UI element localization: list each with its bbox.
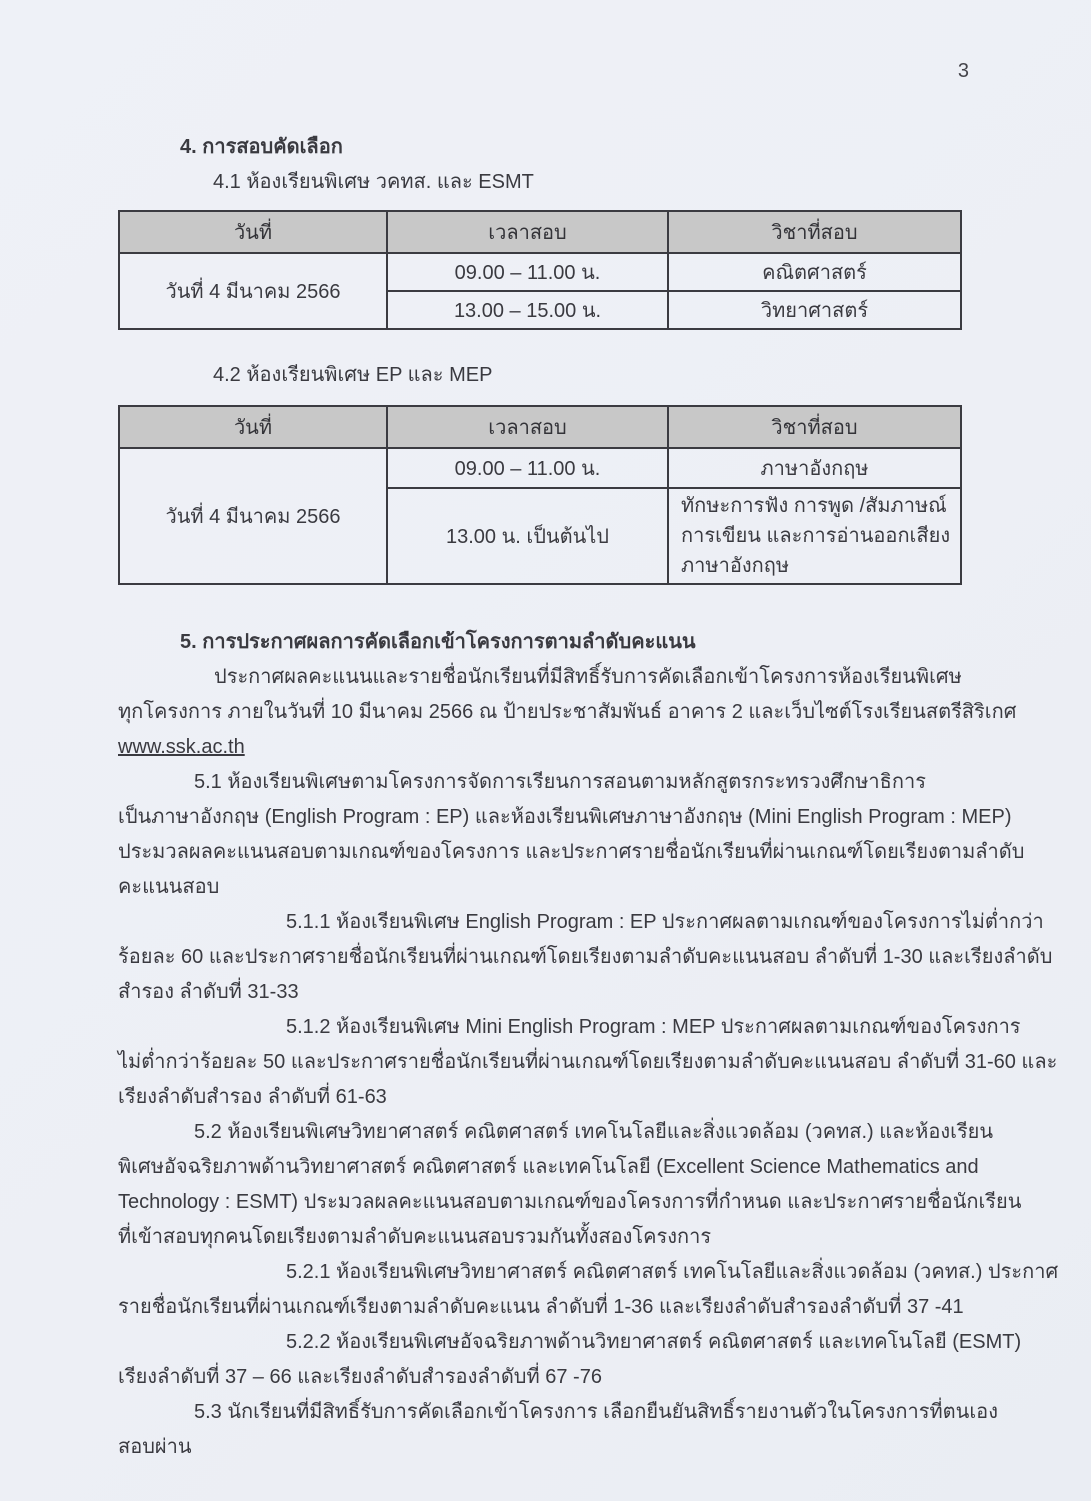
text-line: Technology : ESMT) ประมวลผลคะแนนสอบตามเกณฑ์ของโครงการที่กำหนด และประกาศรายชื่อนักเรียน xyxy=(118,1191,1022,1213)
text-line: เรียงลำดับสำรอง ลำดับที่ 61-63 xyxy=(118,1086,387,1108)
text-line: 5.2 ห้องเรียนพิเศษวิทยาศาสตร์ คณิตศาสตร์ เทคโนโลยีและสิ่งแวดล้อม (วคทส.) และห้องเรียน xyxy=(194,1121,994,1143)
text-line: 5.1.1 ห้องเรียนพิเศษ English Program : EP ประกาศผลตามเกณฑ์ของโครงการไม่ต่ำกว่า xyxy=(286,911,1044,933)
text-line: ทุกโครงการ ภายในวันที่ 10 มีนาคม 2566 ณ ป้ายประชาสัมพันธ์ อาคาร 2 และเว็บไซต์โรงเรียนสตรีสิริเกศ xyxy=(118,701,1017,723)
page-number: 3 xyxy=(957,60,969,82)
column-header-time: เวลาสอบ xyxy=(387,211,668,253)
text-line: รายชื่อนักเรียนที่ผ่านเกณฑ์เรียงตามลำดับคะแนน ลำดับที่ 1-36 และเรียงลำดับสำรองลำดับที่ 37 -41 xyxy=(118,1296,964,1318)
exam-schedule-table-wkts-esmt xyxy=(118,210,962,330)
text-line: คะแนนสอบ xyxy=(118,876,220,898)
text-line: เรียงลำดับที่ 37 – 66 และเรียงลำดับสำรองลำดับที่ 67 -76 xyxy=(118,1366,602,1388)
section-4-heading: 4. การสอบคัดเลือก xyxy=(180,136,343,158)
subject-cell: วิทยาศาสตร์ xyxy=(668,291,961,329)
exam-schedule-table-ep-mep xyxy=(118,405,962,585)
time-cell: 09.00 – 11.00 น. xyxy=(387,253,668,291)
table-header-row xyxy=(119,406,961,448)
time-cell: 09.00 – 11.00 น. xyxy=(387,448,668,488)
text-line: ร้อยละ 60 และประกาศรายชื่อนักเรียนที่ผ่านเกณฑ์โดยเรียงตามลำดับคะแนนสอบ ลำดับที่ 1-30 และเรียงลำดับ xyxy=(118,946,1053,968)
text-line: 5.3 นักเรียนที่มีสิทธิ์รับการคัดเลือกเข้าโครงการ เลือกยืนยันสิทธิ์รายงานตัวในโครงการที่ตนเอง xyxy=(194,1401,998,1423)
text-line: 5.2.1 ห้องเรียนพิเศษวิทยาศาสตร์ คณิตศาสตร์ เทคโนโลยีและสิ่งแวดล้อม (วคทส.) ประกาศ xyxy=(286,1261,1059,1283)
text-line: สอบผ่าน xyxy=(118,1436,192,1458)
text-line: www.ssk.ac.th xyxy=(118,736,245,758)
text-line: ไม่ต่ำกว่าร้อยละ 50 และประกาศรายชื่อนักเรียนที่ผ่านเกณฑ์โดยเรียงตามลำดับคะแนนสอบ ลำดับที่ 31-60 และ xyxy=(118,1051,1058,1073)
subject-cell: คณิตศาสตร์ xyxy=(668,253,961,291)
column-header-date: วันที่ xyxy=(119,211,387,253)
subject-cell-line: ทักษะการฟัง การพูด /สัมภาษณ์ xyxy=(681,495,947,517)
text-line: เป็นภาษาอังกฤษ (English Program : EP) และห้องเรียนพิเศษภาษาอังกฤษ (Mini English Program : MEP) xyxy=(118,806,1012,828)
text-line: 5.2.2 ห้องเรียนพิเศษอัจฉริยภาพด้านวิทยาศาสตร์ คณิตศาสตร์ และเทคโนโลยี (ESMT) xyxy=(286,1331,1022,1353)
subject-cell-line: ภาษาอังกฤษ xyxy=(681,555,790,577)
column-header-time: เวลาสอบ xyxy=(387,406,668,448)
date-cell: วันที่ 4 มีนาคม 2566 xyxy=(119,253,387,329)
text-line: 5.1.2 ห้องเรียนพิเศษ Mini English Program : MEP ประกาศผลตามเกณฑ์ของโครงการ xyxy=(286,1016,1021,1038)
section-5-body xyxy=(118,660,1059,1465)
table-row xyxy=(119,253,961,291)
text-line: พิเศษอัจฉริยภาพด้านวิทยาศาสตร์ คณิตศาสตร์ และเทคโนโลยี (Excellent Science Mathematics and xyxy=(118,1156,979,1178)
column-header-subject: วิชาที่สอบ xyxy=(668,211,961,253)
subject-cell-line: การเขียน และการอ่านออกเสียง xyxy=(681,525,951,547)
text-line: ประมวลผลคะแนนสอบตามเกณฑ์ของโครงการ และประกาศรายชื่อนักเรียนที่ผ่านเกณฑ์โดยเรียงตามลำดับ xyxy=(118,841,1025,863)
table-header-row xyxy=(119,211,961,253)
column-header-subject: วิชาที่สอบ xyxy=(668,406,961,448)
section-4-1-heading: 4.1 ห้องเรียนพิเศษ วคทส. และ ESMT xyxy=(213,171,534,193)
table-row xyxy=(119,448,961,488)
text-line: ที่เข้าสอบทุกคนโดยเรียงตามลำดับคะแนนสอบรวมกันทั้งสองโครงการ xyxy=(118,1226,712,1248)
section-4-2-heading: 4.2 ห้องเรียนพิเศษ EP และ MEP xyxy=(213,364,493,386)
text-line: สำรอง ลำดับที่ 31-33 xyxy=(118,981,299,1003)
exam-table-2-wrapper xyxy=(118,405,969,585)
section-5-heading: 5. การประกาศผลการคัดเลือกเข้าโครงการตามลำดับคะแนน xyxy=(180,631,696,653)
time-cell: 13.00 น. เป็นต้นไป xyxy=(387,488,668,584)
date-cell: วันที่ 4 มีนาคม 2566 xyxy=(119,448,387,584)
exam-table-1-wrapper xyxy=(118,210,969,330)
subject-cell xyxy=(668,488,961,584)
text-line: ประกาศผลคะแนนและรายชื่อนักเรียนที่มีสิทธิ์รับการคัดเลือกเข้าโครงการห้องเรียนพิเศษ xyxy=(214,666,962,688)
time-cell: 13.00 – 15.00 น. xyxy=(387,291,668,329)
text-line: 5.1 ห้องเรียนพิเศษตามโครงการจัดการเรียนการสอนตามหลักสูตรกระทรวงศึกษาธิการ xyxy=(194,771,926,793)
subject-cell: ภาษาอังกฤษ xyxy=(668,448,961,488)
column-header-date: วันที่ xyxy=(119,406,387,448)
